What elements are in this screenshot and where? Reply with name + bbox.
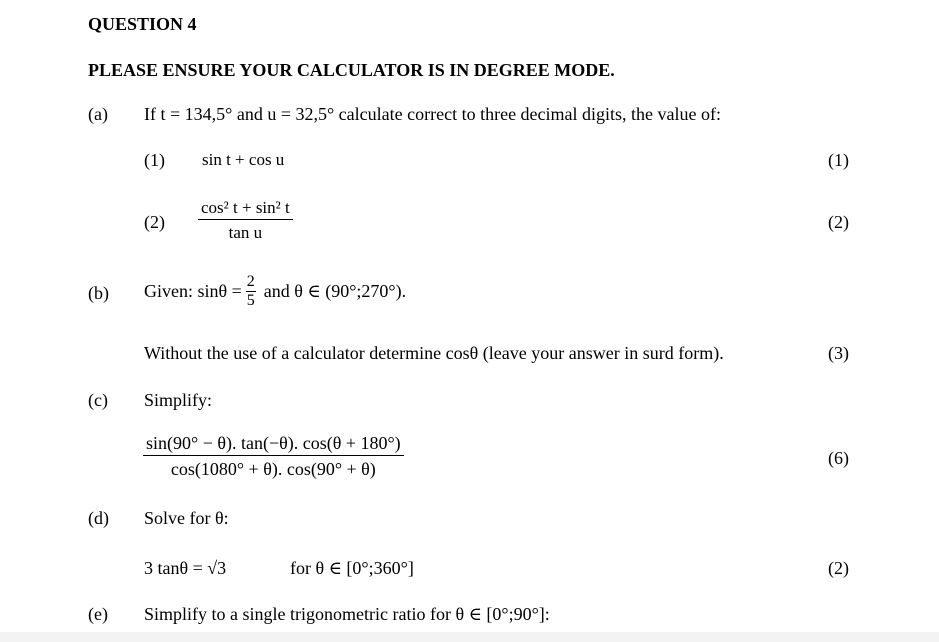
part-d-equation: 3 tanθ = √3 [144, 558, 227, 578]
part-c-marks: (6) [828, 448, 849, 468]
part-a1-label: (1) [144, 150, 165, 170]
part-b-given-suffix: and θ ∈ (90°;270°). [263, 281, 407, 301]
question-title: QUESTION 4 [88, 14, 197, 34]
part-a2-marks: (2) [828, 212, 849, 232]
part-c-instruction: Simplify: [144, 390, 213, 410]
part-b-fraction [246, 274, 256, 309]
part-b-label: (b) [88, 283, 109, 303]
part-e-instruction: Simplify to a single trigonometric ratio for θ ∈ [0°;90°]: [144, 604, 550, 624]
part-b-marks: (3) [828, 343, 849, 363]
part-b-fraction-denominator: 5 [246, 291, 255, 309]
part-a1-marks: (1) [828, 150, 849, 170]
part-c-fraction [143, 434, 404, 478]
part-a2-denominator: tan u [228, 223, 263, 242]
part-b-instruction: Without the use of a calculator determine cosθ (leave your answer in surd form). [144, 343, 724, 363]
part-d-instruction: Solve for θ: [144, 508, 229, 528]
part-d-domain: for θ ∈ [0°;360°] [290, 558, 414, 578]
part-b-given [144, 271, 406, 311]
part-c-numerator: sin(90° − θ). tan(−θ). cos(θ + 180°) [143, 434, 404, 456]
part-d-label: (d) [88, 508, 109, 528]
part-b-given-prefix: Given: sinθ = [144, 281, 242, 301]
part-a2-fraction [198, 199, 293, 241]
part-c-denominator: cos(1080° + θ). cos(90° + θ) [170, 459, 376, 479]
part-b-fraction-numerator: 2 [246, 272, 255, 290]
part-a1-expression: sin t + cos u [202, 150, 285, 169]
calculator-instruction: PLEASE ENSURE YOUR CALCULATOR IS IN DEGREE MODE. [88, 60, 615, 80]
part-d-marks: (2) [828, 558, 849, 578]
part-e-label: (e) [88, 604, 108, 624]
part-a-label: (a) [88, 104, 108, 124]
part-a2-numerator: cos² t + sin² t [198, 199, 293, 220]
part-c-label: (c) [88, 390, 108, 410]
page-bottom-edge [0, 632, 939, 642]
part-a2-label: (2) [144, 212, 165, 232]
part-a-intro: If t = 134,5° and u = 32,5° calculate correct to three decimal digits, the value of: [144, 104, 722, 124]
